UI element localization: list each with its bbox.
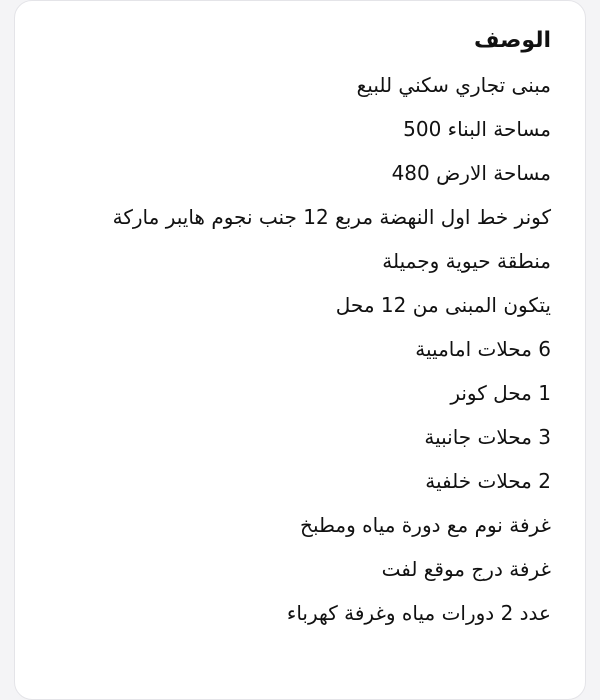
description-line: منطقة حيوية وجميلة [382, 249, 551, 273]
section-title: الوصف [473, 28, 551, 53]
description-line: مساحة الارض 480 [391, 161, 551, 185]
description-line: 3 محلات جانبية [424, 425, 551, 449]
description-section [35, 21, 551, 645]
description-line: كونر خط اول النهضة مربع 12 جنب نجوم هايبر ماركة [112, 205, 551, 229]
description-line: 2 محلات خلفية [425, 469, 551, 493]
description-line: مبنى تجاري سكني للبيع [356, 73, 551, 97]
description-line: يتكون المبنى من 12 محل [335, 293, 551, 317]
description-card [14, 0, 586, 700]
description-lines [35, 73, 551, 645]
description-line: 6 محلات اماميية [415, 337, 551, 361]
description-line: غرفة نوم مع دورة مياه ومطبخ [300, 513, 551, 537]
description-line: مساحة البناء 500 [403, 117, 551, 141]
description-line: 1 محل كونر [450, 381, 551, 405]
description-line: غرفة درج موقع لفت [381, 557, 551, 581]
description-line: عدد 2 دورات مياه وغرفة كهرباء [286, 601, 551, 625]
